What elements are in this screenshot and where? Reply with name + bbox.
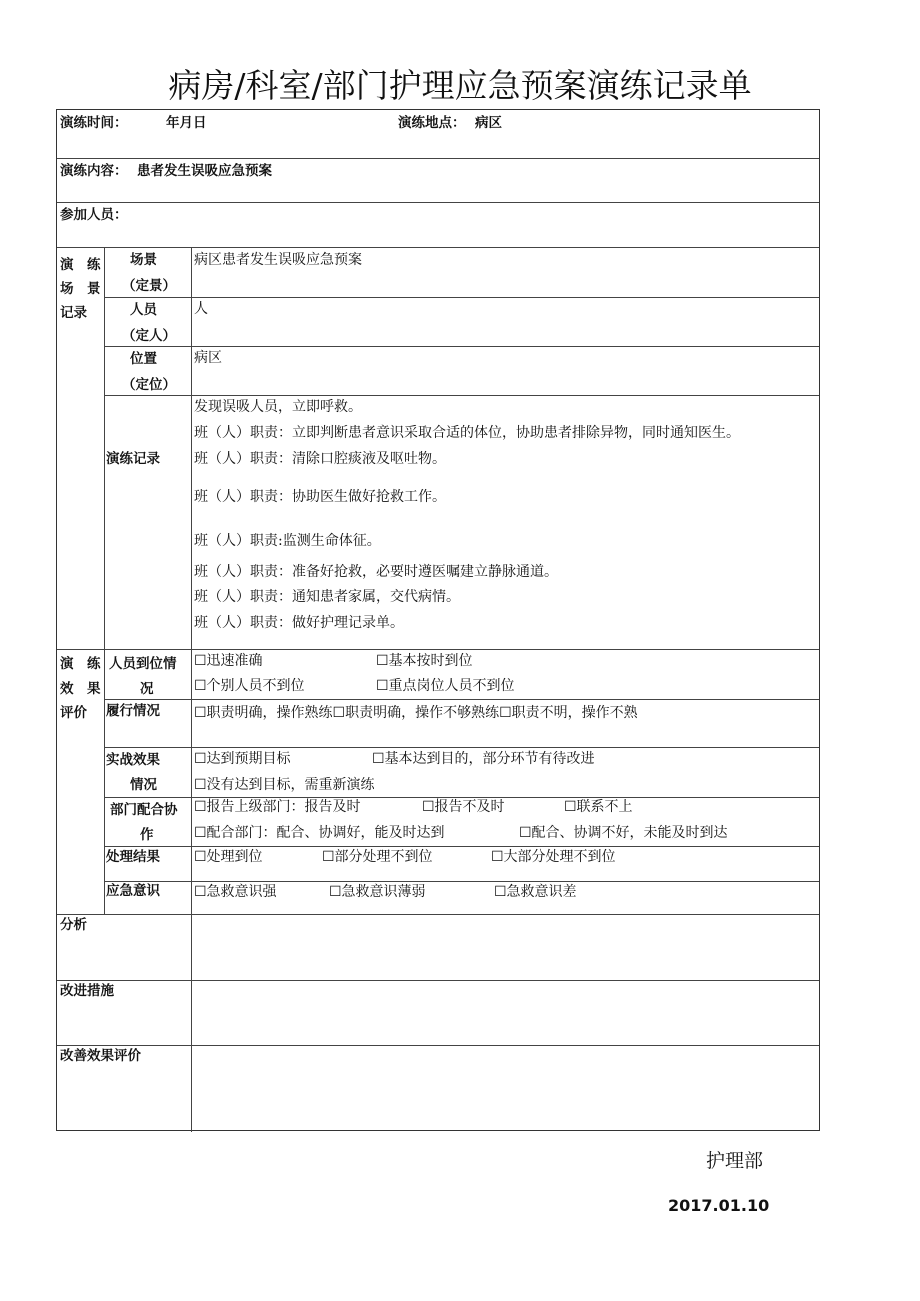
personnel-sublabel: （定人） xyxy=(122,328,176,344)
col-divider xyxy=(191,247,192,1132)
drill-place-value: 病区 xyxy=(475,115,502,131)
participants-label: 参加人员： xyxy=(60,207,128,223)
record-line: 班（人）职责：做好护理记录单。 xyxy=(194,615,404,631)
col-divider xyxy=(104,247,105,914)
row-divider xyxy=(104,346,819,347)
row-divider xyxy=(57,202,819,203)
drill-record-form xyxy=(56,109,820,1131)
row-divider xyxy=(104,297,819,298)
scene-label: 场景 xyxy=(130,252,157,268)
scene-group-label: 演 练 xyxy=(60,257,101,273)
coop-label: 部门配合协 xyxy=(110,802,178,818)
coop-option[interactable]: ☐报告上级部门：报告及时 xyxy=(194,799,361,815)
improvement-eval-label: 改善效果评价 xyxy=(60,1048,141,1064)
row-divider xyxy=(104,881,819,882)
drill-content-value: 患者发生误吸应急预案 xyxy=(137,163,272,179)
location-sublabel: （定位） xyxy=(122,377,176,393)
drill-record-label: 演练记录 xyxy=(106,451,160,467)
record-line: 班（人）职责：清除口腔痰液及呕吐物。 xyxy=(194,451,446,467)
awareness-option[interactable]: ☐急救意识薄弱 xyxy=(329,884,426,900)
result-option[interactable]: ☐大部分处理不到位 xyxy=(491,849,616,865)
arrival-label: 况 xyxy=(140,681,154,697)
duty-options[interactable]: ☐职责明确，操作熟练☐职责明确，操作不够熟练☐职责不明，操作不熟 xyxy=(194,705,638,721)
effect-label: 情况 xyxy=(130,777,157,793)
row-divider xyxy=(104,846,819,847)
evaluation-group-label: 评价 xyxy=(60,705,87,721)
awareness-option[interactable]: ☐急救意识差 xyxy=(494,884,577,900)
duty-label: 履行情况 xyxy=(106,703,160,719)
page-title: 病房/科室/部门护理应急预案演练记录单 xyxy=(168,66,752,105)
row-divider xyxy=(57,158,819,159)
coop-option[interactable]: ☐联系不上 xyxy=(564,799,633,815)
coop-option[interactable]: ☐配合、协调不好，未能及时到达 xyxy=(519,825,728,841)
scene-group-label: 场 景 xyxy=(60,281,101,297)
arrival-option[interactable]: ☐迅速准确 xyxy=(194,653,263,669)
drill-time-label: 演练时间： xyxy=(60,115,128,131)
drill-place-label: 演练地点： xyxy=(398,115,466,131)
drill-time-value: 年月日 xyxy=(166,115,207,131)
record-line: 班（人）职责：通知患者家属，交代病情。 xyxy=(194,589,460,605)
effect-option[interactable]: ☐达到预期目标 xyxy=(194,751,291,767)
row-divider xyxy=(57,247,819,248)
arrival-option[interactable]: ☐个别人员不到位 xyxy=(194,678,305,694)
awareness-label: 应急意识 xyxy=(106,883,160,899)
personnel-value: 人 xyxy=(194,301,208,317)
record-line: 班（人）职责:监测生命体征。 xyxy=(194,533,381,549)
location-value: 病区 xyxy=(194,350,222,366)
record-line: 班（人）职责：立即判断患者意识采取合适的体位，协助患者排除异物，同时通知医生。 xyxy=(194,425,740,441)
row-divider xyxy=(57,1045,819,1046)
result-label: 处理结果 xyxy=(106,849,160,865)
footer-department: 护理部 xyxy=(706,1150,764,1172)
evaluation-group-label: 效 果 xyxy=(60,681,101,697)
result-option[interactable]: ☐处理到位 xyxy=(194,849,263,865)
effect-option[interactable]: ☐没有达到目标，需重新演练 xyxy=(194,777,375,793)
footer-date: 2017.01.10 xyxy=(668,1196,770,1215)
record-line: 发现误吸人员，立即呼救。 xyxy=(194,399,362,415)
arrival-option[interactable]: ☐基本按时到位 xyxy=(376,653,473,669)
scene-sublabel: （定景） xyxy=(122,278,176,294)
row-divider xyxy=(57,980,819,981)
row-divider xyxy=(57,649,819,650)
record-line: 班（人）职责：准备好抢救，必要时遵医嘱建立静脉通道。 xyxy=(194,564,558,580)
awareness-option[interactable]: ☐急救意识强 xyxy=(194,884,277,900)
result-option[interactable]: ☐部分处理不到位 xyxy=(322,849,433,865)
arrival-label: 人员到位情 xyxy=(109,656,177,672)
analysis-label: 分析 xyxy=(60,917,87,933)
drill-content-label: 演练内容： xyxy=(60,163,128,179)
row-divider xyxy=(104,699,819,700)
scene-group-label: 记录 xyxy=(60,305,87,321)
coop-option[interactable]: ☐配合部门：配合、协调好，能及时达到 xyxy=(194,825,445,841)
row-divider xyxy=(104,395,819,396)
personnel-label: 人员 xyxy=(130,302,157,318)
scene-value: 病区患者发生误吸应急预案 xyxy=(194,252,362,268)
improvement-label: 改进措施 xyxy=(60,983,114,999)
row-divider xyxy=(57,914,819,915)
record-line: 班（人）职责：协助医生做好抢救工作。 xyxy=(194,489,446,505)
coop-option[interactable]: ☐报告不及时 xyxy=(422,799,505,815)
coop-label: 作 xyxy=(140,827,154,843)
evaluation-group-label: 演 练 xyxy=(60,656,101,672)
arrival-option[interactable]: ☐重点岗位人员不到位 xyxy=(376,678,515,694)
row-divider xyxy=(104,747,819,748)
effect-label: 实战效果 xyxy=(106,752,160,768)
location-label: 位置 xyxy=(130,351,157,367)
effect-option[interactable]: ☐基本达到目的，部分环节有待改进 xyxy=(372,751,595,767)
